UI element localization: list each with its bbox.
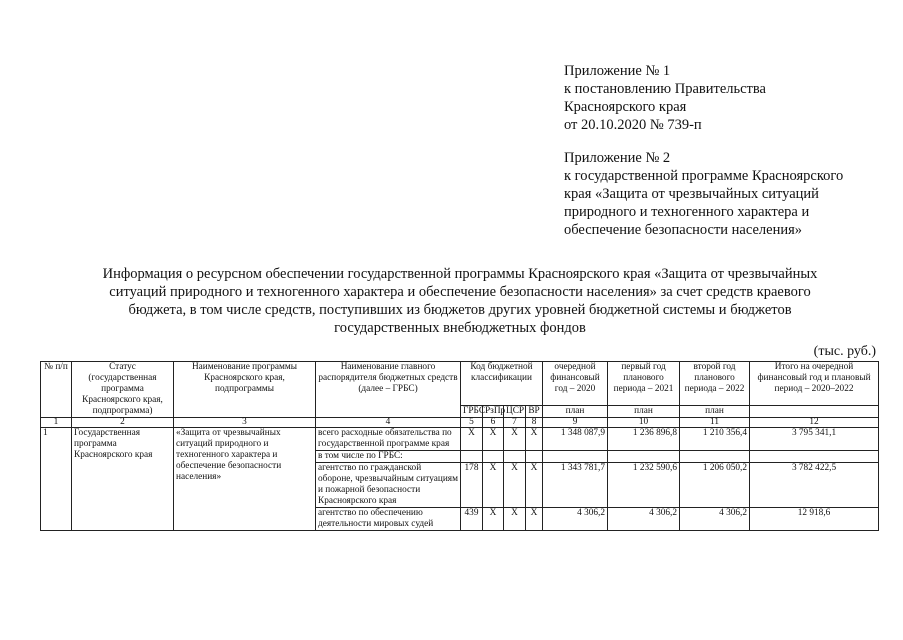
code-rzpr (483, 451, 504, 463)
code-csr (504, 451, 526, 463)
column-number: 12 (750, 418, 879, 428)
value-total: 12 918,6 (750, 508, 879, 531)
appendix-1-line: от 20.10.2020 № 739-п (564, 117, 702, 133)
column-number: 7 (504, 418, 526, 428)
row-status: Государственная программа Красноярского края (72, 428, 174, 531)
subheader-total-empty (750, 406, 879, 418)
header-year-2022: второй год планового периода – 2022 (680, 362, 750, 406)
value-2021 (608, 451, 680, 463)
value-total: 3 782 422,5 (750, 463, 879, 508)
appendix-1-line: Красноярского края (564, 99, 687, 115)
row-number: 1 (41, 428, 72, 531)
subheader-rzpr: РзПр (483, 406, 504, 418)
subheader-plan-2022: план (680, 406, 750, 418)
header-year-2020: очередной финансовый год – 2020 (543, 362, 608, 406)
grbs-label: всего расходные обязательства по государственной программе края (316, 428, 461, 451)
header-total: Итого на очередной финансовый год и плановый период – 2020–2022 (750, 362, 879, 406)
column-numbers-row (41, 418, 879, 428)
value-2021: 1 236 896,8 (608, 428, 680, 451)
header-year-2021: первый год планового периода – 2021 (608, 362, 680, 406)
subheader-plan-2021: план (608, 406, 680, 418)
title-line: государственных внебюджетных фондов (334, 320, 586, 336)
column-number: 5 (461, 418, 483, 428)
appendix-1-line: к постановлению Правительства (564, 81, 766, 97)
value-2022: 1 206 050,2 (680, 463, 750, 508)
appendix-2-line: обеспечение безопасности населения» (564, 222, 803, 238)
appendix-2-line: края «Защита от чрезвычайных ситуаций (564, 186, 819, 202)
value-2022 (680, 451, 750, 463)
appendix-2-line: природного и техногенного характера и (564, 204, 810, 220)
code-csr: Х (504, 508, 526, 531)
value-2021: 1 232 590,6 (608, 463, 680, 508)
code-grbs: Х (461, 428, 483, 451)
appendix-2-line: к государственной программе Красноярского (564, 168, 844, 184)
title-line: Информация о ресурсном обеспечении государственной программы Красноярского края «Защита от чрезвычайных (102, 266, 818, 282)
value-2020: 4 306,2 (543, 508, 608, 531)
resource-table (40, 361, 879, 531)
code-grbs: 439 (461, 508, 483, 531)
appendix-1-line: Приложение № 1 (564, 63, 671, 79)
value-2021: 4 306,2 (608, 508, 680, 531)
value-2020 (543, 451, 608, 463)
table-row (41, 428, 879, 451)
code-csr: Х (504, 463, 526, 508)
subheader-csr: ЦСР (504, 406, 526, 418)
code-vr: Х (526, 428, 543, 451)
code-csr: Х (504, 428, 526, 451)
header-grbs-name: Наименование главного распорядителя бюджетных средств (далее – ГРБС) (316, 362, 461, 418)
header-num: № п/п (41, 362, 72, 418)
grbs-label: агентство по гражданской обороне, чрезвычайным ситуациям и пожарной безопасности Красноярского края (316, 463, 461, 508)
appendix-2-block (564, 149, 843, 239)
row-program-name: «Защита от чрезвычайных ситуаций природного и техногенного характера и обеспечение безопасности населения» (174, 428, 316, 531)
subheader-grbs: ГРБС (461, 406, 483, 418)
appendix-1-block (564, 62, 766, 134)
title-line: ситуаций природного и техногенного характера и обеспечение безопасности населения» за счет средств краевого (109, 284, 811, 300)
appendix-2-line: Приложение № 2 (564, 150, 671, 166)
column-number: 8 (526, 418, 543, 428)
code-rzpr: Х (483, 463, 504, 508)
column-number: 4 (316, 418, 461, 428)
value-2022: 1 210 356,4 (680, 428, 750, 451)
column-number: 2 (72, 418, 174, 428)
code-grbs (461, 451, 483, 463)
value-total: 3 795 341,1 (750, 428, 879, 451)
column-number: 10 (608, 418, 680, 428)
column-number: 6 (483, 418, 504, 428)
column-number: 11 (680, 418, 750, 428)
subheader-vr: ВР (526, 406, 543, 418)
header-row (41, 362, 879, 406)
code-vr: Х (526, 508, 543, 531)
column-number: 9 (543, 418, 608, 428)
header-budget-code: Код бюджетной классификации (461, 362, 543, 406)
value-2020: 1 348 087,9 (543, 428, 608, 451)
document-title (80, 265, 840, 337)
column-number: 1 (41, 418, 72, 428)
header-program-name: Наименование программы Красноярского края, подпрограммы (174, 362, 316, 418)
value-2022: 4 306,2 (680, 508, 750, 531)
code-grbs: 178 (461, 463, 483, 508)
code-vr (526, 451, 543, 463)
code-vr: Х (526, 463, 543, 508)
value-total (750, 451, 879, 463)
grbs-label: в том числе по ГРБС: (316, 451, 461, 463)
subheader-plan-2020: план (543, 406, 608, 418)
grbs-label: агентство по обеспечению деятельности мировых судей (316, 508, 461, 531)
value-2020: 1 343 781,7 (543, 463, 608, 508)
code-rzpr: Х (483, 508, 504, 531)
column-number: 3 (174, 418, 316, 428)
code-rzpr: Х (483, 428, 504, 451)
unit-label: (тыс. руб.) (813, 344, 876, 359)
title-line: бюджета, в том числе средств, поступивших из бюджетов других уровней бюджетной системы и бюджетов (128, 302, 792, 318)
header-status: Статус (государственная программа Красноярского края, подпрограмма) (72, 362, 174, 418)
